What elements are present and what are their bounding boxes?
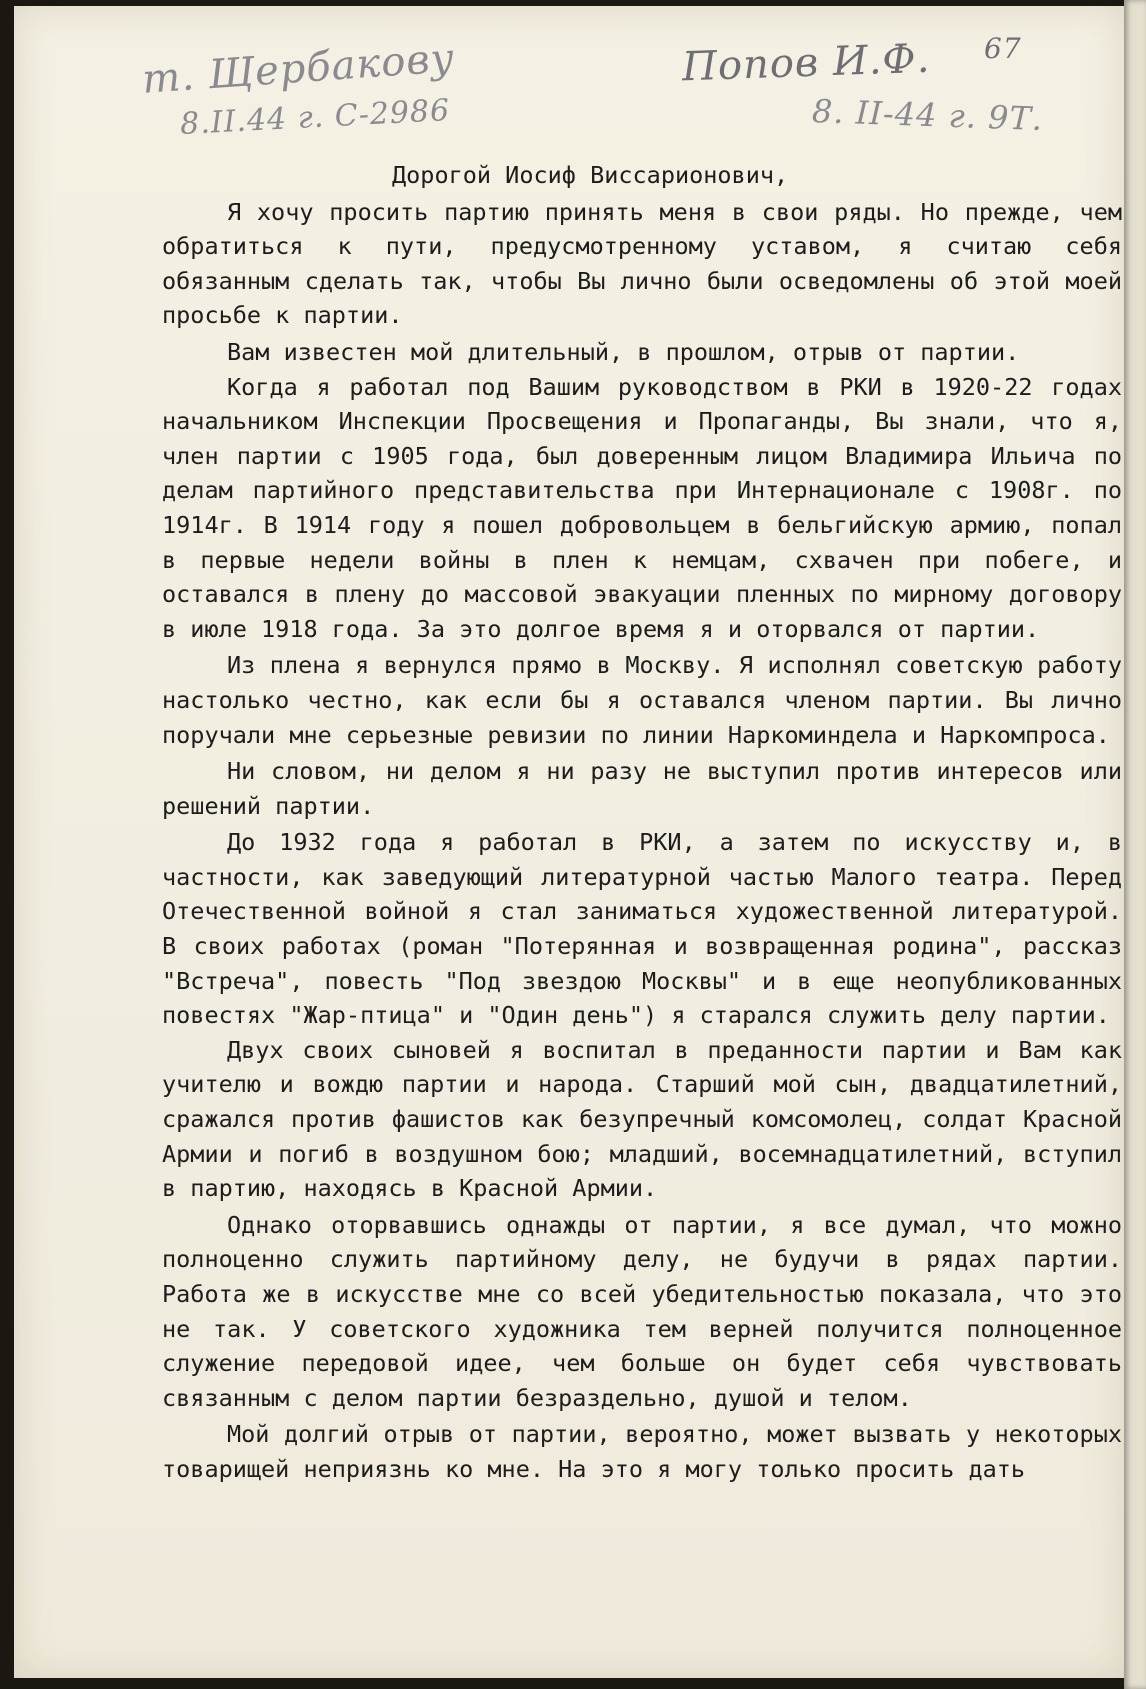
author-date-note: 8. II-44 г. 9Т.	[811, 91, 1044, 139]
letter-paragraph: До 1932 года я работал в РКИ, а затем по искусству и, в частности, как заведующий литературной частью Малого театра. Перед Отечественной войной я стал заниматься художественной литературой. В своих работах (роман "Потерянная и возвращенная родина", рассказ "Встреча", повесть "Под звездою Москвы" и в еще неопубликованных повестях "Жар-птица" и "Один день") я старался служить делу партии.	[162, 828, 1122, 1030]
letter-paragraph: Вам известен мой длительный, в прошлом, отрыв от партии.	[227, 337, 1020, 366]
document-page	[14, 6, 1124, 1678]
letter-body	[162, 158, 1122, 1487]
registration-note: 8.II.44 г. С-2986	[179, 92, 451, 143]
letter-paragraph: Когда я работал под Вашим руководством в РКИ в 1920-22 годах начальником Инспекции Просвещения и Пропаганды, Вы знали, что я, член партии с 1905 года, был доверенным лицом Владимира Ильича по делам партийного представительства при Интернационале с 1908г. по 1914г. В 1914 году я пошел добровольцем в бельгийскую армию, попал в первые недели войны в плен к немцам, схвачен при побеге, и оставался в плену до массовой эвакуации пленных по мирному договору в июле 1918 года. За это долгое время я и оторвался от партии.	[162, 372, 1122, 643]
letter-paragraph: Мой долгий отрыв от партии, вероятно, может вызвать у некоторых товарищей неприязнь ко мне. На это я могу только просить дать	[162, 1420, 1122, 1483]
letter-paragraph: Из плена я вернулся прямо в Москву. Я исполнял советскую работу настолько честно, как если бы я оставался членом партии. Вы лично поручали мне серьезные ревизии по линии Наркоминдела и Наркомпроса.	[162, 651, 1122, 749]
letter-paragraph: Однако оторвавшись однажды от партии, я все думал, что можно полноценно служить партийному делу, не будучи в рядах партии. Работа же в искусстве мне со всей убедительностью показала, что это не так. У советского художника тем верней получится полноценное служение передовой идее, чем больше он будет себя чувствовать связанным с делом партии безраздельно, душой и телом.	[162, 1210, 1122, 1412]
addressee-note: т. Щербакову	[140, 35, 457, 103]
page-edge	[1124, 0, 1146, 1689]
page-number: 67	[984, 32, 1022, 65]
author-signature: Попов И.Ф.	[681, 35, 932, 91]
letter-paragraph: Двух своих сыновей я воспитал в преданности партии и Вам как учителю и вождю партии и народа. Старший мой сын, двадцатилетний, сражался против фашистов как безупречный комсомолец, солдат Красной Армии и погиб в воздушном бою; младший, восемнадцатилетний, вступил в партию, находясь в Красной Армии.	[162, 1035, 1122, 1203]
letter-paragraph: Я хочу просить партию принять меня в свои ряды. Но прежде, чем обратиться к пути, предусмотренному уставом, я считаю себя обязанным сделать так, чтобы Вы лично были осведомлены об этой моей просьбе к партии.	[162, 197, 1122, 330]
letter-paragraph: Ни словом, ни делом я ни разу не выступил против интересов или решений партии.	[162, 757, 1122, 820]
letter-salutation: Дорогой Иосиф Виссарионович,	[392, 161, 789, 189]
